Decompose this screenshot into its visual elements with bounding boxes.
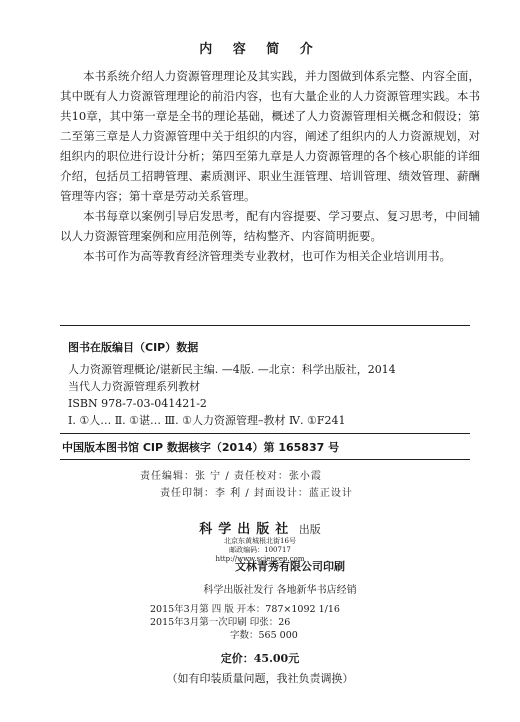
cip-heading: 图书在版编目（CIP）数据 [68,341,199,354]
quality-note: （如有印装质量问题，我社负责调换） [166,672,354,685]
page-title: 内 容 简 介 [199,42,321,57]
edition-line: 2015年3月第 四 版 开本：787×1092 1/16 [150,604,340,615]
publisher-address: 北京东黄城根北街16号 [224,537,296,545]
publisher-postcode: 邮政编码：100717 [229,546,291,554]
price-label: 定价：45.00元 [220,652,300,665]
cip-record [68,361,396,429]
cip-classification-line: Ⅰ. ①人… Ⅱ. ①谌… Ⅲ. ①人力资源管理–教材 Ⅳ. ①F241 [68,414,346,427]
print-credit: 责任印制：李 利 / 封面设计：蓝正设计 [160,488,353,499]
publisher-suffix: 出版 [298,523,321,536]
cip-number: 中国版本图书馆 CIP 数据核字（2014）第 165837 号 [62,441,340,454]
cip-title-line: 人力资源管理概论/谌新民主编. —4版. —北京：科学出版社，2014 [68,363,396,376]
edition-specs [150,603,400,642]
divider-bottom [60,459,470,460]
cip-isbn-line: ISBN 978-7-03-041421-2 [68,397,207,410]
divider-top [60,325,470,326]
cip-series-line: 当代人力资源管理系列教材 [68,380,200,393]
intro-section [60,66,480,266]
word-count-line: 字数：565 000 [230,630,298,641]
printer-line: 文林青秀有限公司印刷 [235,560,345,573]
publisher-name: 科学出版社 [199,522,295,537]
editor-credit: 责任编辑：张 宁 / 责任校对：张小霞 [140,471,322,482]
intro-paragraph: 本书系统介绍人力资源管理理论及其实践，并力图做到体系完整、内容全面，其中既有人力资源管理理论的前沿内容，也有大量企业的人力资源管理实践。本书共10章，其中第一章是全书的理论基础，概述了人力资源管理相关概念和假设；第二至第三章是人力资源管理中关于组织的内容，阐述了组织内的人力资源规划，对组织内的职位进行设计分析；第四至第九章是人力资源管理的各个核心职能的详细介绍，包括员工招聘管理、素质测评、职业生涯管理、培训管理、绩效管理、薪酬管理等内容；第十章是劳动关系管理。 [60,69,480,203]
intro-paragraph: 本书可作为高等教育经济管理类专业教材，也可作为相关企业培训用书。 [83,249,451,263]
divider-cip-number [60,433,470,434]
print-line: 2015年3月第一次印刷 印张：26 [150,617,291,628]
intro-paragraph: 本书每章以案例引导启发思考，配有内容提要、学习要点、复习思考，中间辅以人力资源管理案例和应用范例等，结构整齐、内容简明扼要。 [60,209,480,243]
distribution-line: 科学出版社发行 各地新华书店经销 [203,585,357,596]
publisher-website: http://www.sciencep.com [215,555,305,563]
publisher-line [0,518,520,537]
